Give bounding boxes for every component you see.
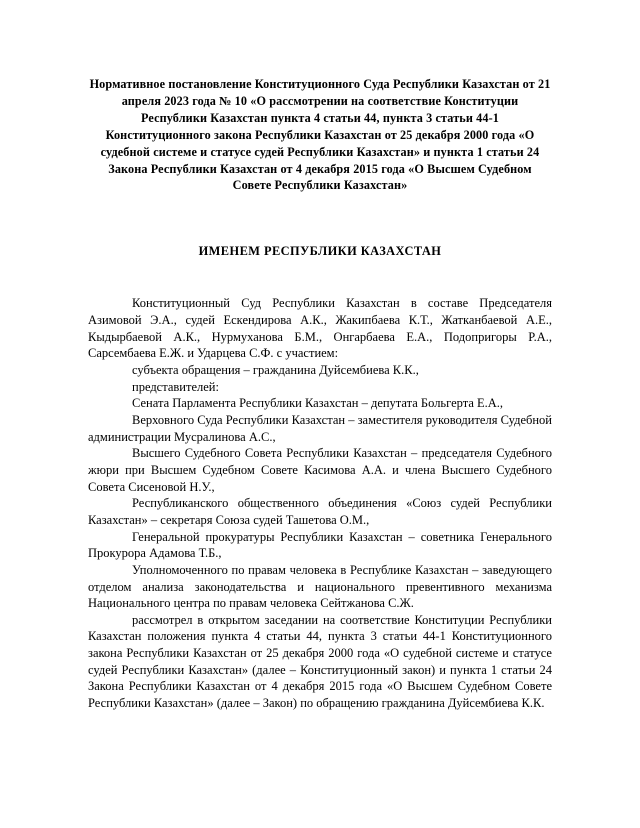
paragraph-prosecutor-general-representative: Генеральной прокуратуры Республики Казахстан – советника Генерального Прокурора Адамова Т.Б., xyxy=(88,529,552,561)
document-body xyxy=(88,260,552,711)
in-the-name-heading: ИМЕНЕМ РЕСПУБЛИКИ КАЗАХСТАН xyxy=(198,244,442,259)
document-title: Нормативное постановление Конституционного Суда Республики Казахстан от 21 апреля 2023 года № 10 «О рассмотрении на соответствие Конституции Республики Казахстан пункта 4 статьи 44, пункта 3 статьи 44-1 Конституционного закона Республики Казахстан от 25 декабря 2000 года «О судебной системе и статусе судей Республики Казахстан» и пункта 1 статьи 24 Закона Республики Казахстан от 4 декабря 2015 года «О Высшем Судебном Совете Республики Казахстан» xyxy=(89,77,551,193)
paragraph-ombudsman-representative: Уполномоченного по правам человека в Республике Казахстан – заведующего отделом анализа законодательства и национального превентивного механизма Национального центра по правам человека Сейтжанова С.Ж. xyxy=(88,562,552,611)
paragraph-applicant: субъекта обращения – гражданина Дуйсембиева К.К., xyxy=(132,362,419,377)
paragraph-union-of-judges-representative: Республиканского общественного объединения «Союз судей Республики Казахстан» – секретаря Союза судей Ташетова О.М., xyxy=(88,496,552,527)
paragraph-court-composition: Конституционный Суд Республики Казахстан в составе Председателя Азимовой Э.А., судей Ескендирова А.К., Жакипбаева К.Т., Жатканбаевой А.Е., Кыдырбаевой А.К., Нурмуханова Б.М., Онгарбаева Е.А., Подопригоры Р.А., Сарсембаева Е.Ж. и Ударцева С.Ф. с участием: xyxy=(88,296,552,361)
paragraph-representatives-label: представителей: xyxy=(132,379,219,394)
paragraph-senate-representative: Сената Парламента Республики Казахстан – депутата Больгерта Е.А., xyxy=(132,396,504,411)
paragraph-subject-of-review: рассмотрел в открытом заседании на соответствие Конституции Республики Казахстан положения пункта 4 статьи 44, пункта 3 статьи 44-1 Конституционного закона Республики Казахстан от 25 декабря 2000 года «О судебной системе и статусе судей Республики Казахстан» (далее – Конституционный закон) и пункта 1 статьи 24 Закона Республики Казахстан от 4 декабря 2015 года «О Высшем Судебном Совете Республики Казахстан» (далее – Закон) по обращению гражданина Дуйсембиева К.К. xyxy=(88,612,552,711)
paragraph-supreme-court-representative: Верховного Суда Республики Казахстан – заместителя руководителя Судебной администрации Мусралинова А.С., xyxy=(88,412,552,444)
paragraph-supreme-judicial-council-representative: Высшего Судебного Совета Республики Казахстан – председателя Судебного жюри при Высшем Судебном Совете Касимова А.А. и члена Высшего Судебного Совета Сисеновой Н.У., xyxy=(88,446,552,494)
document-content xyxy=(88,76,552,712)
